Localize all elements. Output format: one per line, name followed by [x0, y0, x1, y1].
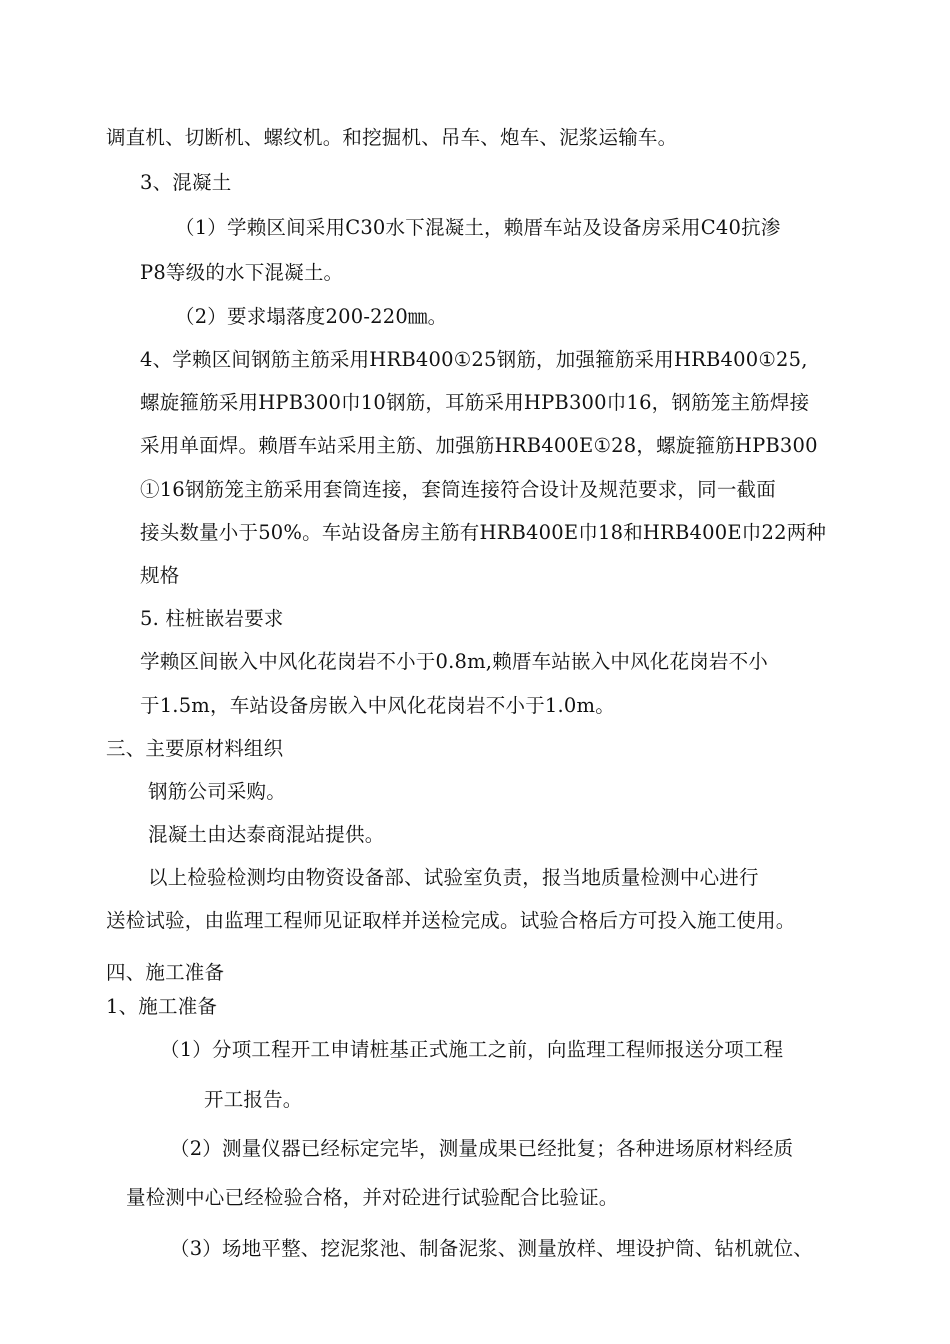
text-line-22: （1）分项工程开工申请桩基正式施工之前，向监理工程师报送分项工程 — [160, 1038, 784, 1061]
subheading-preparation: 1、施工准备 — [106, 995, 218, 1018]
heading-materials: 三、主要原材料组织 — [106, 737, 284, 760]
text-line-10: 接头数量小于50%。车站设备房主筋有HRB400E巾18和HRB400E巾22两种 — [140, 521, 827, 544]
text-line-13: 学赖区间嵌入中风化花岗岩不小于0.8m,赖厝车站嵌入中风化花岗岩不小 — [140, 650, 769, 673]
text-line-8: 采用单面焊。赖厝车站采用主筋、加强筋HRB400E①28，螺旋箍筋HPB300 — [140, 434, 818, 457]
heading-pile-rock: 5. 柱桩嵌岩要求 — [140, 607, 284, 630]
text-line-4: P8等级的水下混凝土。 — [140, 261, 344, 284]
heading-concrete: 3、混凝土 — [140, 171, 232, 194]
text-line-26: （3）场地平整、挖泥浆池、制备泥浆、测量放样、埋设护筒、钻机就位、 — [170, 1237, 814, 1260]
text-line-9: ①16钢筋笼主筋采用套筒连接，套筒连接符合设计及规范要求，同一截面 — [140, 478, 776, 501]
text-line-18: 以上检验检测均由物资设备部、试验室负责，报当地质量检测中心进行 — [148, 866, 759, 889]
text-line-16: 钢筋公司采购。 — [148, 780, 286, 803]
text-line-24: （2）测量仪器已经标定完毕，测量成果已经批复；各种进场原材料经质 — [170, 1137, 794, 1160]
text-line-19: 送检试验，由监理工程师见证取样并送检完成。试验合格后方可投入施工使用。 — [106, 909, 796, 932]
text-line-25: 量检测中心已经检验合格，并对砼进行试验配合比验证。 — [126, 1186, 619, 1209]
text-line-17: 混凝土由达泰商混站提供。 — [148, 823, 385, 846]
text-line-23: 开工报告。 — [204, 1088, 303, 1111]
text-line-14: 于1.5m，车站设备房嵌入中风化花岗岩不小于1.0m。 — [140, 694, 615, 717]
text-line-6: 4、学赖区间钢筋主筋采用HRB400①25钢筋，加强箍筋采用HRB400①25, — [140, 348, 808, 371]
heading-preparation: 四、施工准备 — [106, 961, 225, 984]
text-line-3: （1）学赖区间采用C30水下混凝土，赖厝车站及设备房采用C40抗渗 — [175, 216, 781, 239]
text-line-7: 螺旋箍筋采用HPB300巾10钢筋，耳筋采用HPB300巾16，钢筋笼主筋焊接 — [140, 391, 810, 414]
text-line-5: （2）要求塌落度200-220㎜。 — [175, 305, 448, 328]
text-line-1: 调直机、切断机、螺纹机。和挖掘机、吊车、炮车、泥浆运输车。 — [106, 126, 678, 149]
text-line-11: 规格 — [140, 564, 180, 587]
